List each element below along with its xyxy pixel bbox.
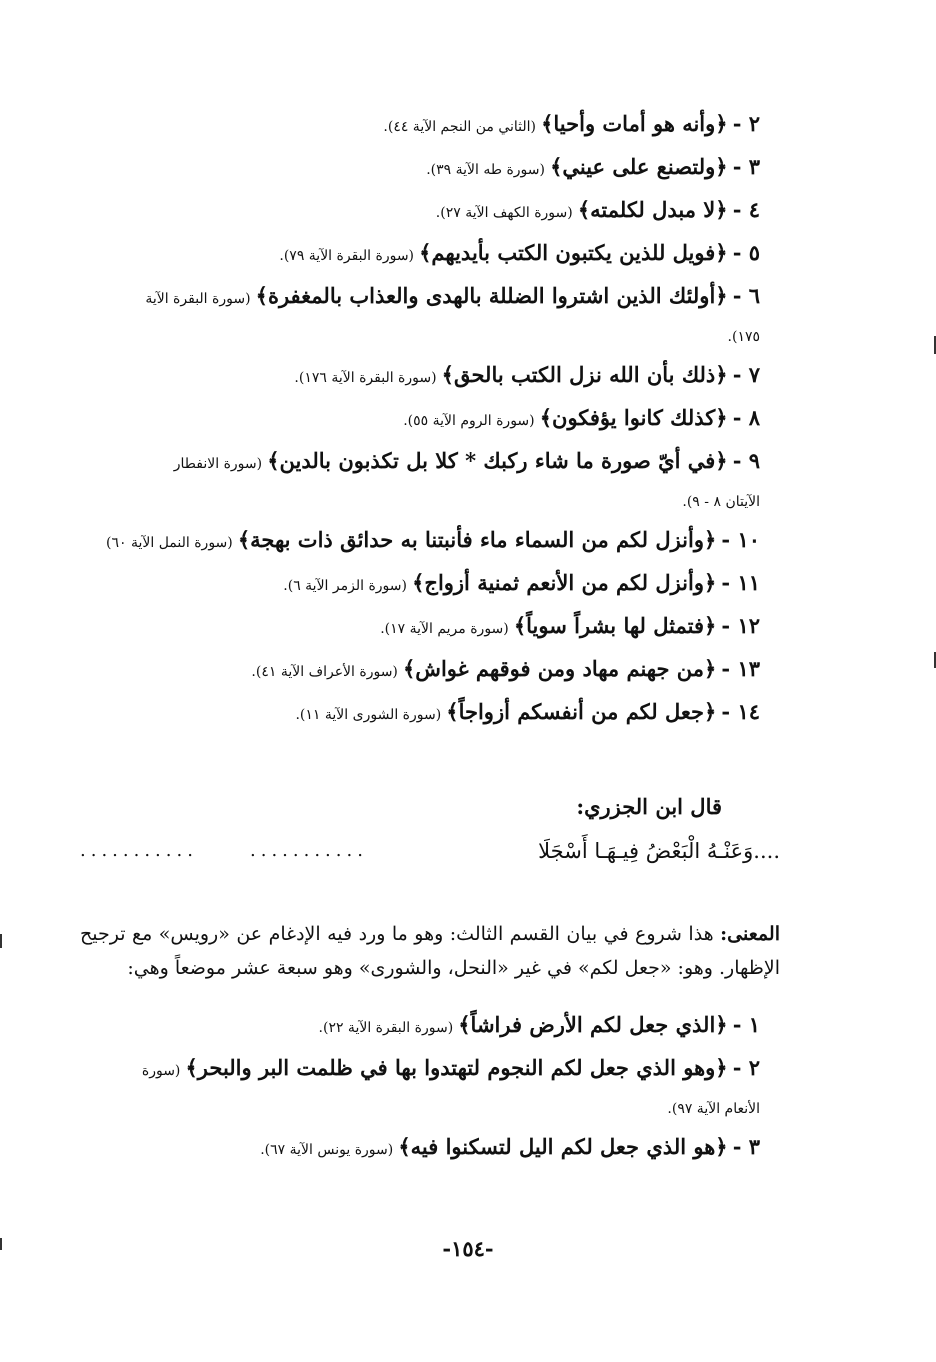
list-item: ١٠ - ﴿وأنزل لكم من السماء ماء فأنبتنا به حدائق ذات بهجة﴾ (سورة النمل الآية ٦٠) bbox=[106, 527, 760, 552]
list-item: ٢ - ﴿وأنه هو أمات وأحيا﴾ (الثاني من النجم الآية ٤٤). bbox=[383, 111, 760, 136]
section-heading: قال ابن الجزري: bbox=[576, 794, 722, 819]
explanation-paragraph bbox=[80, 917, 780, 985]
list-item: ١ - ﴿الذي جعل لكم الأرض فراشاً﴾ (سورة البقرة الآية ٢٢). bbox=[318, 1012, 760, 1037]
paragraph-text: هذا شروع في بيان القسم الثالث: وهو ما ورد فيه الإدغام عن «رويس» مع ترجيح الإظهار. وهو: «جعل لكم» في غير «النحل، والشورى» وهو سبعة عشر موضعاً وهي: bbox=[80, 923, 780, 979]
list-item: ٣ - ﴿هو الذي جعل لكم اليل لتسكنوا فيه﴾ (سورة يونس الآية ٦٧). bbox=[260, 1134, 760, 1159]
scan-edge-mark bbox=[0, 1238, 2, 1250]
list-item: ٧ - ﴿ذلك بأن الله نزل الكتب بالحق﴾ (سورة البقرة الآية ١٧٦). bbox=[294, 362, 760, 387]
list-item: ٣ - ﴿ولتصنع على عيني﴾ (سورة طه الآية ٣٩). bbox=[426, 154, 760, 179]
scan-edge-mark bbox=[0, 934, 2, 948]
list-item: ٩ - ﴿في أيّ صورة ما شاء ركبك * كلا بل تكذبون بالدين﴾ (سورة الانفطار الآيتان ٨ - ٩). bbox=[80, 441, 780, 520]
poem-ellipsis: ........... bbox=[250, 840, 368, 861]
reference-continuation: الآيتان ٨ - ٩). bbox=[682, 494, 760, 510]
list-item: ٥ - ﴿فويل للذين يكتبون الكتب بأيديهم﴾ (سورة البقرة الآية ٧٩). bbox=[279, 240, 760, 265]
poem-hemistich: ....وَعَنْـهُ الْبَعْضُ فِيـهَـا أَسْجَلَا bbox=[538, 839, 780, 863]
page-body bbox=[80, 104, 780, 1170]
list-item: ١١ - ﴿وأنزل لكم من الأنعم ثمنية أزواج﴾ (سورة الزمر الآية ٦). bbox=[283, 570, 760, 595]
poem-ellipsis: ........... bbox=[80, 840, 198, 861]
reference-continuation: ١٧٥). bbox=[727, 329, 760, 345]
reference-continuation: الأنعام الآية ٩٧). bbox=[667, 1101, 760, 1117]
verse-list-2 bbox=[80, 1005, 780, 1170]
verse-list-1 bbox=[80, 104, 780, 735]
page-number: -١٥٤- bbox=[442, 1236, 494, 1261]
list-item: ٢ - ﴿وهو الذي جعل لكم النجوم لتهتدوا بها في ظلمت البر والبحر﴾ (سورة الأنعام الآية ٩٧). bbox=[80, 1048, 780, 1127]
list-item: ١٤ - ﴿جعل لكم من أنفسكم أزواجاً﴾ (سورة الشورى الآية ١١). bbox=[295, 699, 760, 724]
paragraph-lead: المعنى: bbox=[720, 923, 780, 945]
list-item: ١٣ - ﴿من جهنم مهاد ومن فوقهم غواش﴾ (سورة الأعراف الآية ٤١). bbox=[251, 656, 760, 681]
list-item: ٤ - ﴿لا مبدل لكلمته﴾ (سورة الكهف الآية ٢٧). bbox=[435, 197, 760, 222]
list-item: ٦ - ﴿أولئك الذين اشتروا الضللة بالهدى والعذاب بالمغفرة﴾ (سورة البقرة الآية ١٧٥). bbox=[80, 276, 780, 355]
poem-line bbox=[80, 827, 780, 879]
list-item: ٨ - ﴿كذلك كانوا يؤفكون﴾ (سورة الروم الآية ٥٥). bbox=[403, 405, 760, 430]
list-item: ١٢ - ﴿فتمثل لها بشراً سوياً﴾ (سورة مريم الآية ١٧). bbox=[380, 613, 760, 638]
